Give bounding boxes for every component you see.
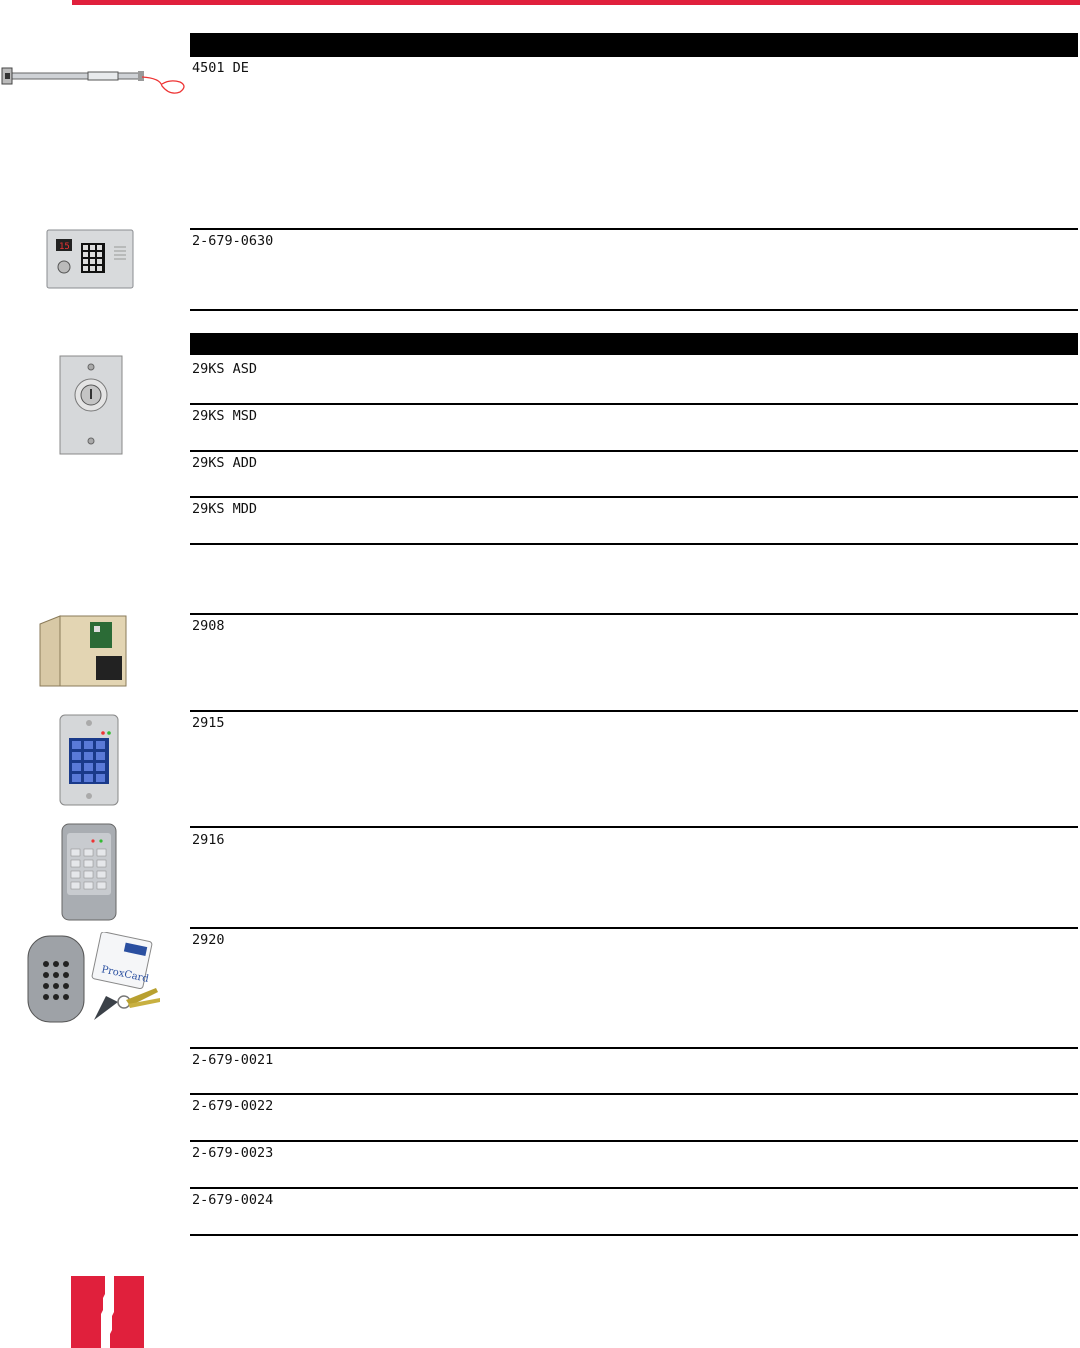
part-code: 2-679-0022 [192, 1098, 274, 1114]
row-divider [190, 927, 1078, 929]
gray-keypad-icon [61, 823, 117, 921]
row-divider [190, 613, 1078, 615]
part-code: 2916 [192, 832, 225, 848]
table-header-bar-2 [190, 333, 1078, 355]
row-divider [190, 1140, 1078, 1142]
row-divider [190, 1047, 1078, 1049]
part-code: 2-679-0023 [192, 1145, 274, 1161]
row-divider [190, 403, 1078, 405]
top-accent-bar [72, 0, 1080, 5]
svg-text:ProxCard: ProxCard [100, 964, 150, 986]
power-supply-icon [38, 614, 128, 688]
svg-text:15: 15 [59, 242, 70, 252]
row-divider [190, 1093, 1078, 1095]
row-divider [190, 1187, 1078, 1189]
row-divider [190, 543, 1078, 545]
part-code: 2-679-0630 [192, 233, 274, 249]
key-switch-icon [59, 355, 123, 455]
keypad-panel-icon [46, 229, 134, 289]
row-divider [190, 1234, 1078, 1236]
exit-device-icon [0, 60, 188, 100]
row-divider [190, 450, 1078, 452]
part-code: 2-679-0021 [192, 1052, 274, 1068]
row-divider [190, 710, 1078, 712]
blue-keypad-icon [59, 714, 119, 806]
row-divider [190, 496, 1078, 498]
proximity-reader-icon [26, 932, 166, 1024]
part-code: 2920 [192, 932, 225, 948]
table-header-bar-1 [190, 33, 1078, 57]
part-code: 29KS MSD [192, 408, 258, 424]
part-code: 2908 [192, 618, 225, 634]
brand-logo-icon [71, 1276, 144, 1348]
row-divider [190, 309, 1078, 311]
part-code: 4501 DE [192, 60, 249, 76]
row-divider [190, 228, 1078, 230]
part-code: 29KS ASD [192, 361, 258, 377]
row-divider [190, 826, 1078, 828]
part-code: 2915 [192, 715, 225, 731]
part-code: 29KS MDD [192, 501, 258, 517]
part-code: 29KS ADD [192, 455, 258, 471]
part-code: 2-679-0024 [192, 1192, 274, 1208]
